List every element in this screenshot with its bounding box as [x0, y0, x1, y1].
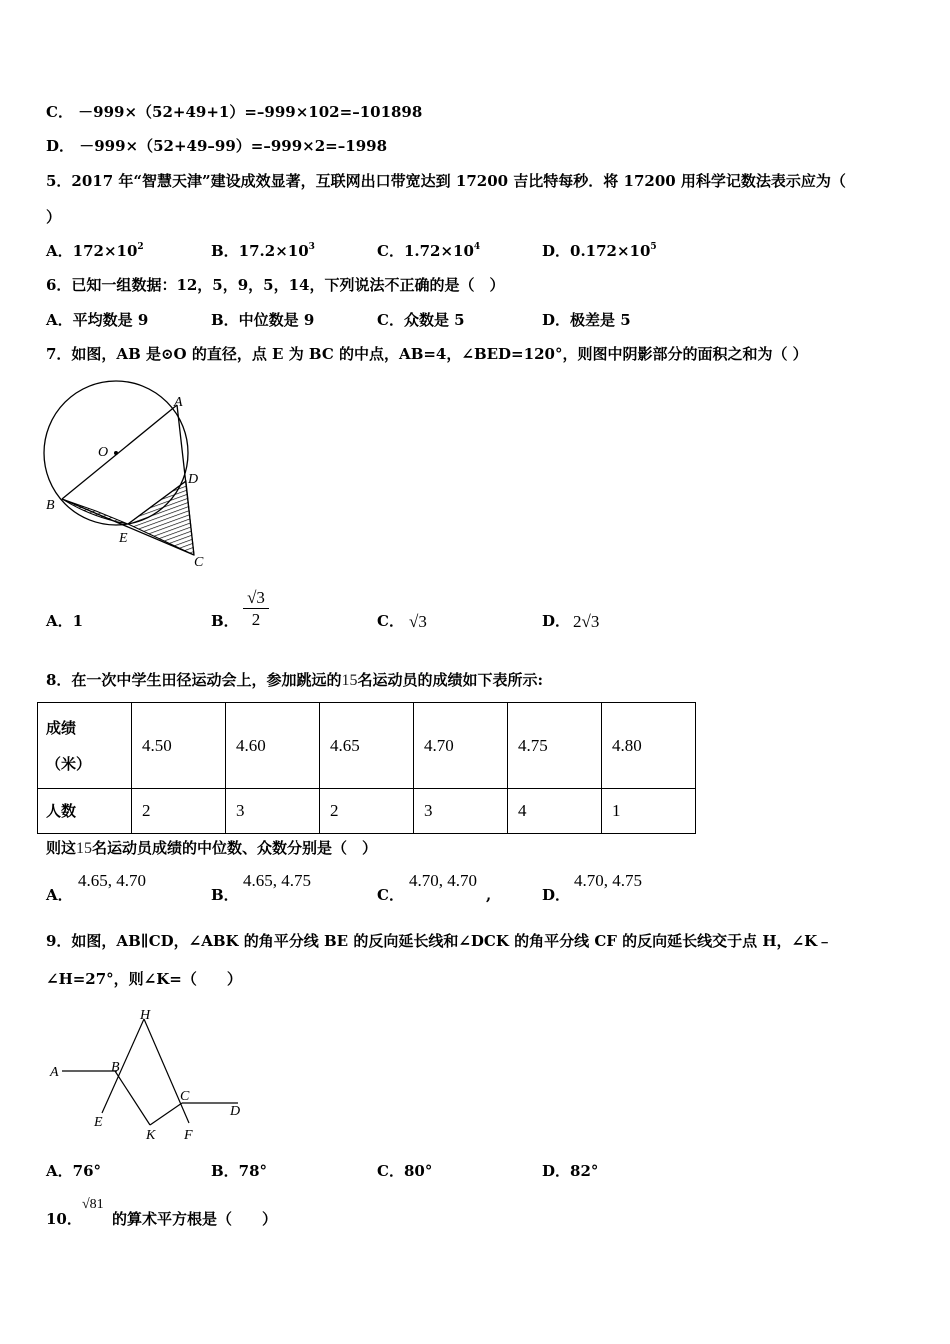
q6-option-b: B．中位数是 9	[211, 311, 315, 329]
q9-line-hc-f	[144, 1019, 189, 1123]
q7-option-b-label: B．	[211, 612, 239, 630]
q8-option-c-value: 4.70, 4.70	[409, 871, 477, 890]
q8-option-d-label: D．	[542, 886, 571, 904]
table-cell: 4.65	[320, 703, 414, 789]
table-cell: 2	[320, 789, 414, 834]
table-cell: 1	[602, 789, 696, 834]
table-cell: 2	[132, 789, 226, 834]
q8-option-b-value: 4.65, 4.75	[243, 871, 311, 890]
q9-line-hb-e	[102, 1019, 144, 1113]
q5-stem-line2: ）	[46, 208, 62, 226]
table-cell: 3	[414, 789, 508, 834]
q7-label-a: A	[174, 395, 183, 410]
table-cell: 4.80	[602, 703, 696, 789]
q7-label-d: D	[188, 472, 199, 487]
q7-option-d-value: 2√3	[573, 612, 600, 631]
q7-diameter-ab	[62, 405, 177, 499]
q10-number: 10．	[46, 1210, 82, 1228]
q7-option-c-label: C．	[377, 612, 404, 630]
q9-label-k: K	[146, 1128, 156, 1143]
q7-stem: 7．如图，AB 是⊙O 的直径，点 E 为 BC 的中点，AB=4，∠BED=120°，则图中阴影部分的面积之和为（ ）	[46, 345, 808, 363]
table-row	[38, 703, 696, 789]
q8-option-d-value: 4.70, 4.75	[574, 871, 642, 890]
q8-stem: 8．在一次中学生田径运动会上，参加跳远的15名运动员的成绩如下表所示:	[46, 671, 543, 689]
q7-option-d-label: D．	[542, 612, 571, 630]
q9-label-h: H	[140, 1008, 151, 1023]
q4-option-d: D． －999×（52+49–99）=–999×2=–1998	[46, 137, 388, 155]
q6-option-d: D．极差是 5	[542, 311, 631, 329]
q6-option-a: A．平均数是 9	[46, 311, 149, 329]
table-cell: 4.70	[414, 703, 508, 789]
q7-circle-figure	[38, 378, 218, 573]
q9-line-bk	[115, 1071, 150, 1125]
q9-line-ck	[150, 1103, 182, 1125]
q7-label-o: O	[98, 445, 109, 460]
q8-question: 则这15名运动员成绩的中位数、众数分别是（ ）	[46, 839, 378, 857]
q9-stem-line1: 9．如图，AB∥CD，∠ABK 的角平分线 BE 的反向延长线和∠DCK 的角平分线 CF 的反向延长线交于点 H，∠K﹣	[46, 932, 833, 950]
q4-option-c: C． －999×（52+49+1）=–999×102=–101898	[46, 103, 423, 121]
q7-option-a: A．1	[46, 612, 84, 630]
q7-option-b-denominator: 2	[251, 610, 261, 629]
q9-label-a: A	[50, 1065, 59, 1080]
q9-option-b: B．78°	[211, 1162, 268, 1180]
q9-label-f: F	[184, 1128, 193, 1143]
q7-label-b: B	[46, 498, 55, 513]
q7-label-c: C	[194, 555, 204, 570]
table-cell: 4.60	[226, 703, 320, 789]
q5-option-d: D．$0.172\times 10^5$	[542, 242, 657, 260]
q9-option-a: A．76°	[46, 1162, 102, 1180]
q8-option-a-value: 4.65, 4.70	[78, 871, 146, 890]
q9-stem-line2: ∠H=27°，则∠K=（ ）	[46, 970, 242, 988]
q8-score-table	[37, 702, 696, 834]
q8-option-c-label: C．	[377, 886, 404, 904]
q8-option-c-comma: ,	[486, 886, 492, 904]
q8-option-b-label: B．	[211, 886, 239, 904]
q8-header-count: 人数	[38, 789, 132, 834]
q7-option-b-numerator: √3	[243, 588, 269, 609]
table-row	[38, 789, 696, 834]
q9-label-d: D	[230, 1104, 241, 1119]
table-cell: 4.50	[132, 703, 226, 789]
table-cell: 3	[226, 789, 320, 834]
q6-option-c: C．众数是 5	[377, 311, 465, 329]
q7-center-dot	[114, 451, 118, 455]
q9-option-d: D．82°	[542, 1162, 599, 1180]
q7-option-b-fraction	[243, 588, 269, 631]
q5-option-c: C．$1.72\times 10^4$	[377, 242, 481, 260]
q9-parallel-lines-figure	[42, 1003, 252, 1148]
q9-label-e: E	[94, 1115, 103, 1130]
q10-stem: 的算术平方根是（ ）	[112, 1210, 278, 1228]
q7-option-c-value: √3	[409, 612, 427, 631]
table-cell: 4.75	[508, 703, 602, 789]
q9-label-b: B	[111, 1060, 120, 1075]
q8-header-score: 成绩 （米）	[38, 703, 132, 789]
q5-stem-line1: 5．2017 年“智慧天津”建设成效显著，互联网出口带宽达到 17200 吉比特每秒．将 17200 用科学记数法表示应为（	[46, 172, 846, 190]
q10-radical: √81	[82, 1197, 104, 1212]
q9-option-c: C．80°	[377, 1162, 433, 1180]
q7-label-e: E	[119, 531, 128, 546]
table-cell: 4	[508, 789, 602, 834]
q5-option-a: A．$172\times 10^2$	[46, 242, 144, 260]
q8-option-a-label: A．	[46, 886, 73, 904]
q5-option-b: B．$17.2\times 10^3$	[211, 242, 315, 260]
q6-stem: 6．已知一组数据：12，5，9，5，14，下列说法不正确的是（ ）	[46, 276, 505, 294]
q7-shaded-region-right	[128, 481, 194, 555]
q9-label-c: C	[180, 1089, 190, 1104]
